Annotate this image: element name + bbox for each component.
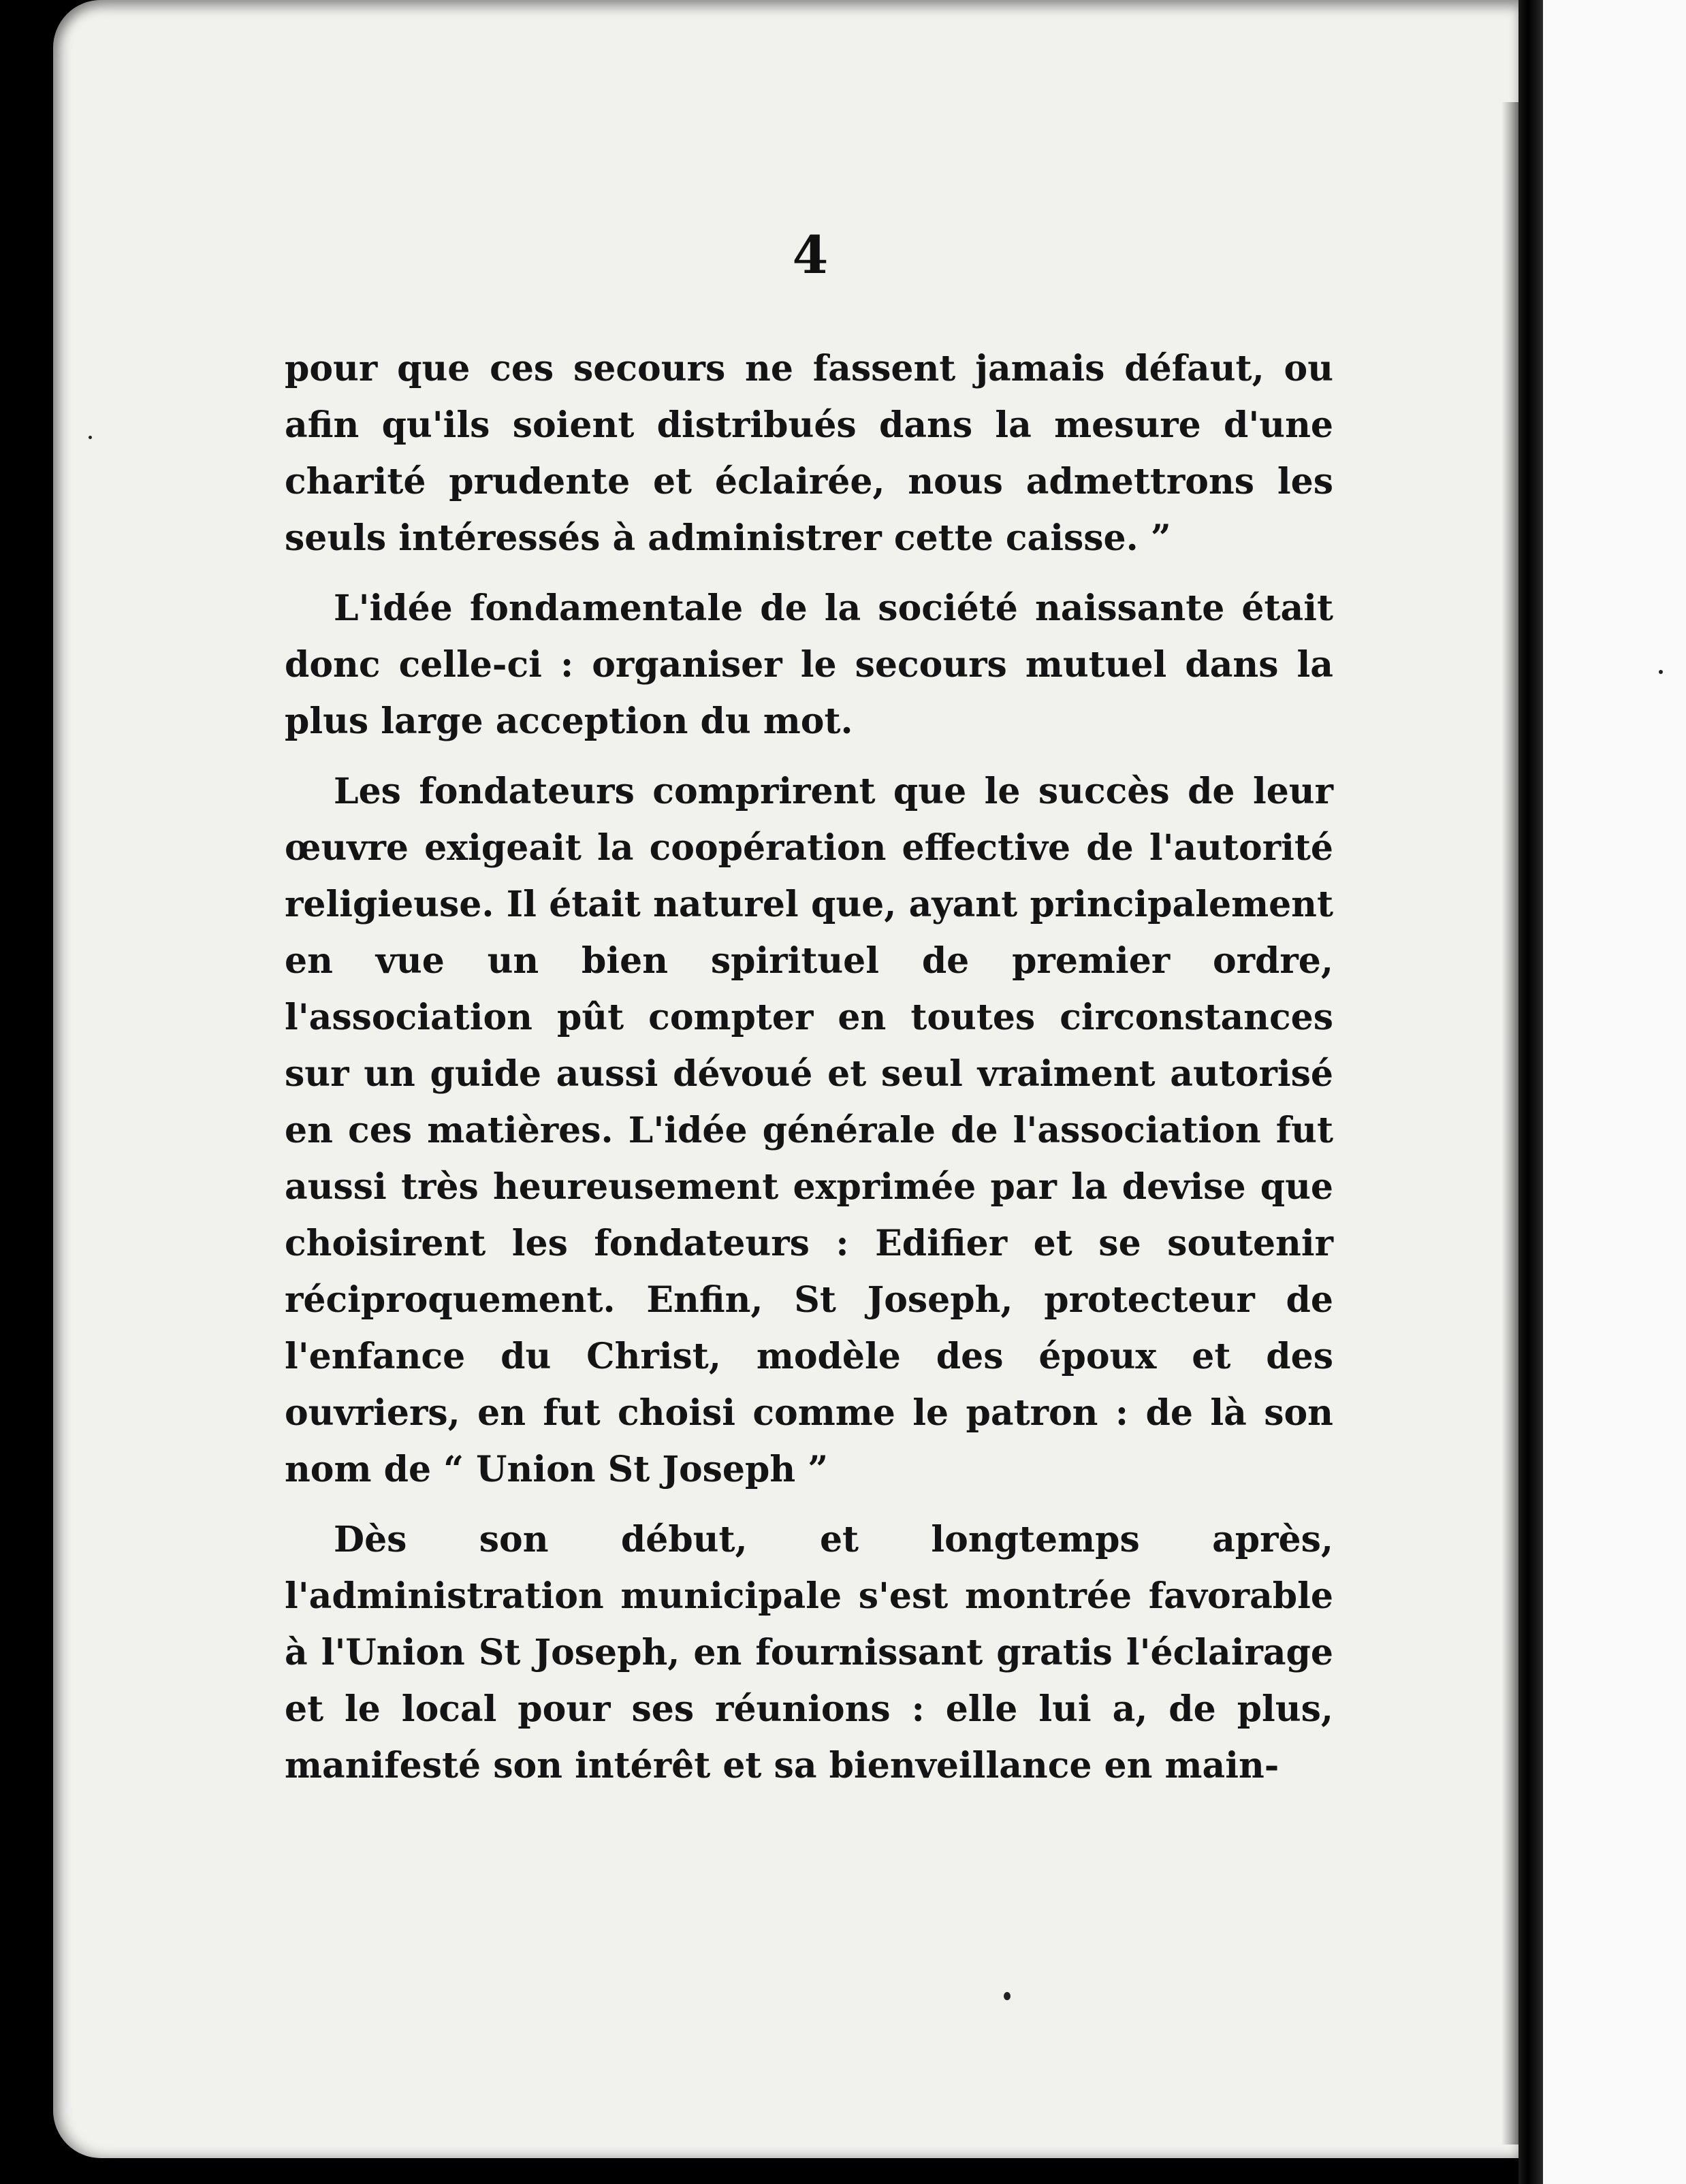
scan-margin [1543, 0, 1686, 2184]
scan-speck [1004, 1992, 1011, 2000]
paragraph-4: Dès son début, et longtemps après, l'administration municipale s'est montrée favorable à l'Union St Joseph, en fournissant gratis l'éclairage et le local pour ses réunions : elle lui a, de plus, manifesté son intérêt et sa bienveillance en main- [285, 1519, 1333, 1786]
page-number: 4 [792, 225, 829, 285]
scan-speck [89, 436, 92, 439]
scan-speck [1659, 670, 1663, 674]
paragraph-1: pour que ces secours ne fassent jamais défaut, ou afin qu'ils soient distribués dans la mesure d'une charité prudente et éclairée, nous admettrons les seuls intéressés à administrer cette caisse. ” [285, 348, 1333, 559]
page-edge [1518, 0, 1543, 2184]
body-text [285, 340, 1333, 1808]
paragraph-2: L'idée fondamentale de la société naissante était donc celle-ci : organiser le secours mutuel dans la plus large acception du mot. [285, 588, 1333, 742]
paragraph-3: Les fondateurs comprirent que le succès de leur œuvre exigeait la coopération effective de l'autorité religieuse. Il était naturel que, ayant principalement en vue un bien spirituel de premier ordre, l'association pût compter en toutes circonstances sur un guide aussi dévoué et seul vraiment autorisé en ces matières. L'idée générale de l'association fut aussi très heureusement exprimée par la devise que choisirent les fondateurs : Edifier et se soutenir réciproquement. Enfin, St Joseph, protecteur de l'enfance du Christ, modèle des époux et des ouvriers, en fut choisi comme le patron : de là son nom de “ Union St Joseph ” [285, 771, 1333, 1490]
